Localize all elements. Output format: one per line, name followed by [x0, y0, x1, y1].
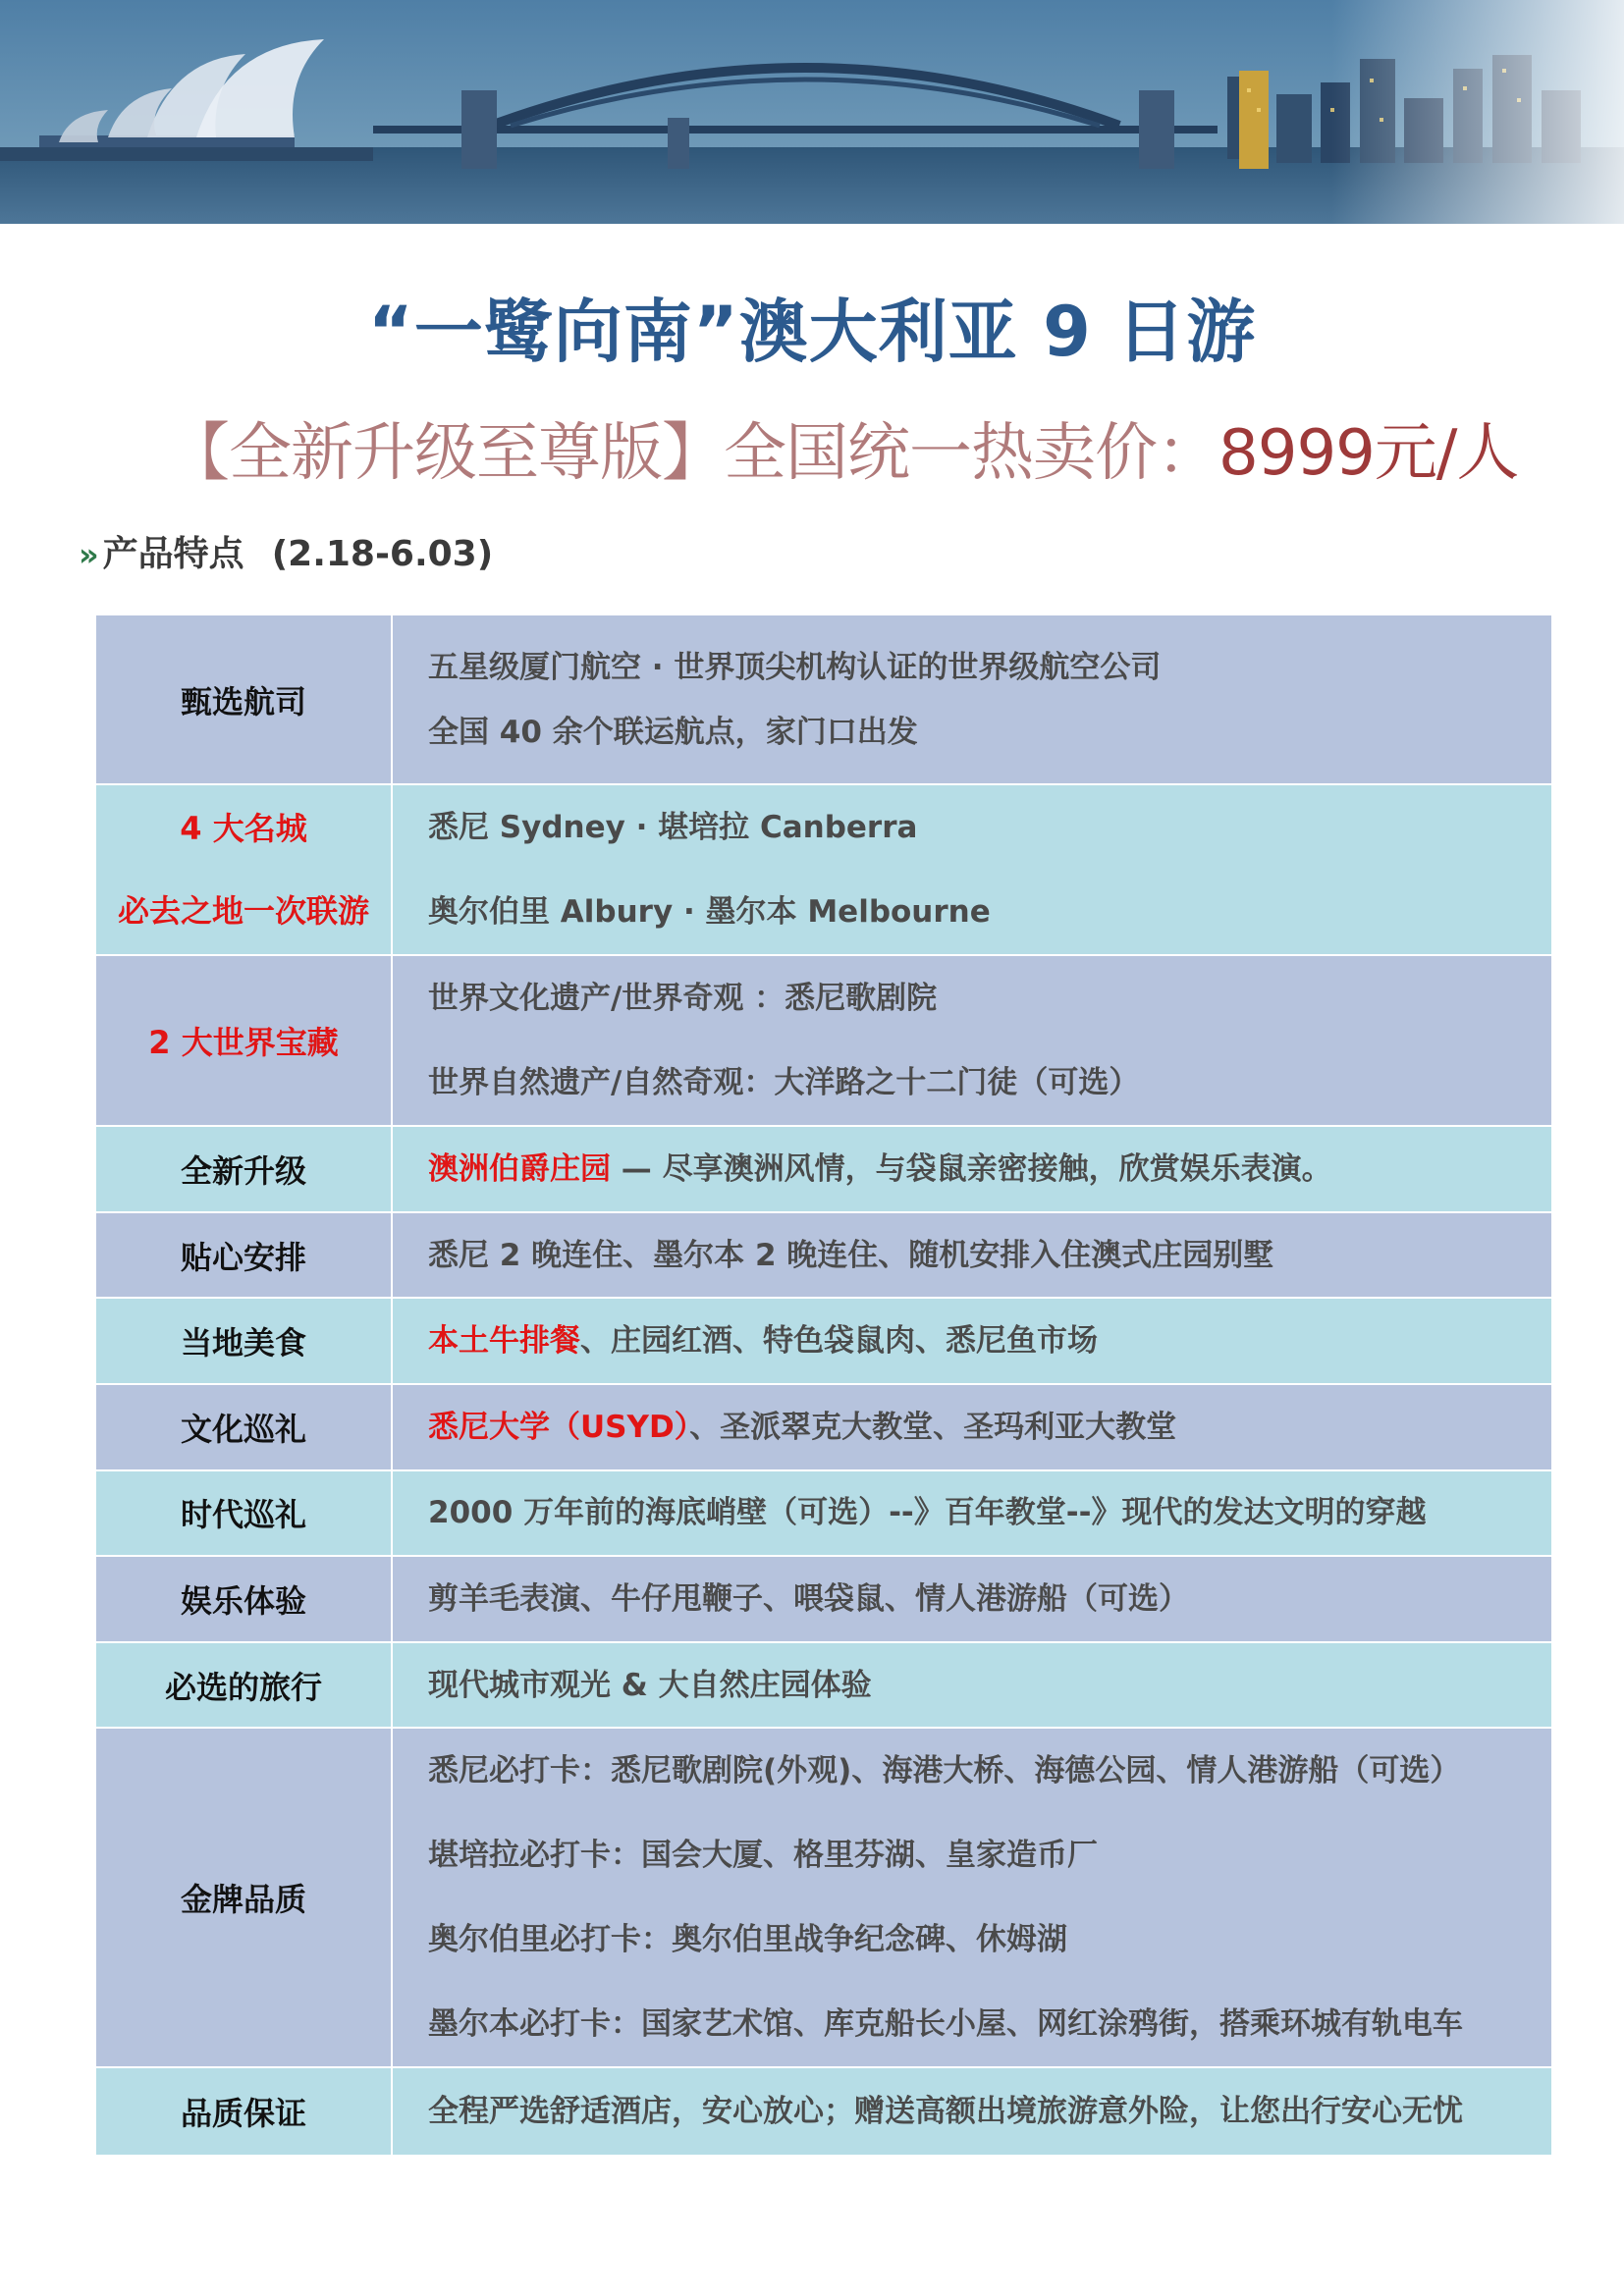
table-row — [96, 956, 1551, 1127]
row-label-text: 娱乐体验 — [180, 1581, 306, 1620]
table-row — [96, 1213, 1551, 1300]
features-period: (2.18-6.03) — [271, 534, 494, 574]
edition-label: 【全新升级至尊版】 — [167, 417, 724, 490]
row-line: 悉尼 Sydney · 堪培拉 Canberra — [428, 810, 918, 846]
row-content — [393, 1213, 1551, 1298]
row-label-text: 2 大世界宝藏 — [148, 1024, 339, 1062]
row-line: 、庄园红酒、特色袋鼠肉、悉尼鱼市场 — [580, 1323, 1098, 1360]
table-row — [96, 1471, 1551, 1558]
row-label — [96, 785, 393, 954]
row-line: 堪培拉必打卡：国会大厦、格里芬湖、皇家造币厂 — [428, 1838, 1098, 1874]
row-highlight: 本土牛排餐 — [428, 1323, 580, 1360]
row-label — [96, 1643, 393, 1728]
features-label: 产品特点 — [102, 534, 244, 574]
row-label-text: 金牌品质 — [180, 1881, 306, 1919]
table-row — [96, 1643, 1551, 1730]
row-line: 全国 40 余个联运航点，家门口出发 — [428, 714, 918, 750]
row-label-text: 全新升级 — [180, 1152, 306, 1190]
row-content — [393, 1471, 1551, 1556]
row-content — [393, 1643, 1551, 1728]
row-label — [96, 1471, 393, 1556]
row-content — [393, 1385, 1551, 1469]
row-content — [393, 956, 1551, 1125]
row-label-text: 贴心安排 — [180, 1238, 306, 1276]
row-highlight: 澳洲伯爵庄园 — [428, 1151, 611, 1187]
table-row — [96, 615, 1551, 785]
row-line: 全程严选舒适酒店，安心放心；赠送高额出境旅游意外险，让您出行安心无忧 — [428, 2094, 1463, 2130]
table-row — [96, 2068, 1551, 2155]
row-label-text: 时代巡礼 — [180, 1496, 306, 1534]
features-table — [96, 615, 1551, 2155]
row-content — [393, 1557, 1551, 1641]
table-row — [96, 1385, 1551, 1471]
row-highlight: 悉尼大学（USYD） — [428, 1409, 690, 1445]
row-label — [96, 956, 393, 1125]
row-content — [393, 615, 1551, 783]
price-line — [167, 402, 1518, 493]
row-content — [393, 785, 1551, 954]
row-line: 奥尔伯里必打卡：奥尔伯里战争纪念碑、休姆湖 — [428, 1922, 1067, 1958]
price-label: 全国统一热卖价： — [724, 417, 1218, 490]
table-row — [96, 1299, 1551, 1385]
row-label-text: 甄选航司 — [180, 682, 306, 721]
features-heading — [79, 526, 493, 576]
row-line: 奥尔伯里 Albury · 墨尔本 Melbourne — [428, 894, 991, 931]
row-label — [96, 1385, 393, 1469]
page-title: “一鹭向南”澳大利亚 9 日游 — [367, 292, 1257, 372]
row-label-text: 必选的旅行 — [164, 1668, 322, 1706]
row-label — [96, 1127, 393, 1211]
header-banner — [0, 0, 1624, 224]
row-label — [96, 1729, 393, 2066]
row-label-text: 品质保证 — [180, 2095, 306, 2133]
row-label-text: 文化巡礼 — [180, 1410, 306, 1448]
table-row — [96, 1729, 1551, 2068]
row-line: 悉尼必打卡：悉尼歌剧院(外观)、海港大桥、海德公园、情人港游船（可选） — [428, 1753, 1461, 1789]
table-row — [96, 1127, 1551, 1213]
row-label — [96, 615, 393, 783]
row-content — [393, 1127, 1551, 1211]
row-line: 悉尼 2 晚连住、墨尔本 2 晚连住、随机安排入住澳式庄园别墅 — [428, 1237, 1274, 1273]
table-row — [96, 785, 1551, 956]
row-label — [96, 1557, 393, 1641]
price-value: 8999元/人 — [1218, 417, 1519, 490]
row-line: 剪羊毛表演、牛仔甩鞭子、喂袋鼠、情人港游船（可选） — [428, 1580, 1189, 1617]
row-line: 五星级厦门航空 · 世界顶尖机构认证的世界级航空公司 — [428, 649, 1162, 685]
row-content — [393, 2068, 1551, 2155]
row-line: 2000 万年前的海底峭壁（可选）--》百年教堂--》现代的发达文明的穿越 — [428, 1495, 1427, 1531]
row-label-text: 必去之地一次联游 — [117, 892, 369, 931]
row-line: 世界自然遗产/自然奇观：大洋路之十二门徒（可选） — [428, 1065, 1140, 1101]
row-label-text: 4 大名城 — [180, 810, 307, 848]
row-line: 、圣派翠克大教堂、圣玛利亚大教堂 — [689, 1409, 1177, 1445]
row-line: 现代城市观光 & 大自然庄园体验 — [428, 1667, 872, 1703]
row-label — [96, 1213, 393, 1298]
row-line: 世界文化遗产/世界奇观 ：悉尼歌剧院 — [428, 981, 938, 1017]
row-label-text: 当地美食 — [180, 1324, 306, 1362]
sydney-harbour-skyline-image — [0, 0, 1624, 224]
row-content — [393, 1299, 1551, 1383]
row-line: — 尽享澳洲风情，与袋鼠亲密接触，欣赏娱乐表演。 — [611, 1151, 1332, 1187]
row-label — [96, 2068, 393, 2155]
row-label — [96, 1299, 393, 1383]
row-line: 墨尔本必打卡：国家艺术馆、库克船长小屋、网红涂鸦街，搭乘环城有轨电车 — [428, 2006, 1463, 2043]
row-content — [393, 1729, 1551, 2066]
table-row — [96, 1557, 1551, 1643]
double-chevron-icon: » — [79, 536, 99, 573]
